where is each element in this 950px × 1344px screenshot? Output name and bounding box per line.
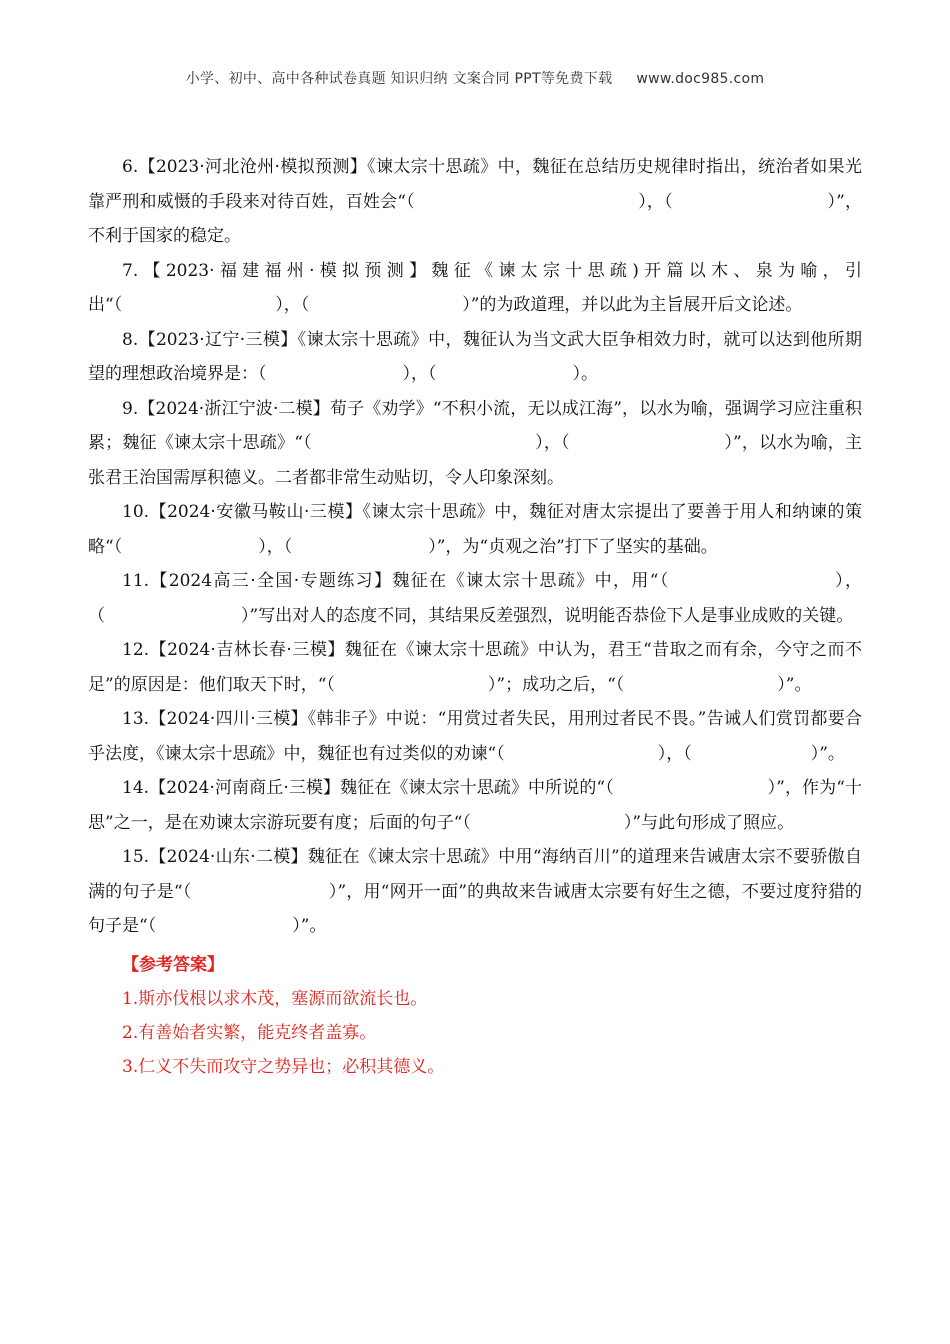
question-7: 7.【2023·福建福州·模拟预测】魏征《谏太宗十思疏)开篇以木、泉为喻，引出“（ ），（ ）”的为政道理，并以此为主旨展开后文论述。 [88, 260, 862, 315]
answer-item: 3.仁义不失而攻守之势异也；必积其德义。 [122, 1056, 445, 1077]
question-14: 14.【2024·河南商丘·三模】魏征在《谏太宗十思疏》中所说的“（ ）”，作为“十思”之一，是在劝谏太宗游玩要有度；后面的句子“（ ）”与此句形成了照应。 [88, 778, 862, 833]
question-15: 15.【2024·山东·二模】魏征在《谏太宗十思疏》中用“海纳百川”的道理来告诫唐太宗不要骄傲自满的句子是“（ ）”，用“网开一面”的典故来告诫唐太宗要有好生之德，不要过度狩猎的句子是“（ ）”。 [88, 847, 862, 936]
answers-title: 【参考答案】 [122, 954, 224, 975]
question-8: 8.【2023·辽宁·三模】《谏太宗十思疏》中，魏征认为当文武大臣争相效力时，就可以达到他所期望的理想政治境界是：（ ），（ ）。 [88, 329, 862, 384]
document-body [88, 150, 862, 1084]
question-11: 11.【2024高三·全国·专题练习】魏征在《谏太宗十思疏》中，用“（ ），（ ）”写出对人的态度不同，其结果反差强烈，说明能否恭俭下人是事业成败的关键。 [88, 571, 862, 626]
header-site-link[interactable]: www.doc985.com [636, 71, 765, 87]
page-header [0, 68, 950, 88]
answer-item: 2.有善始者实繁，能克终者盖寡。 [122, 1022, 377, 1043]
answer-item: 1.斯亦伐根以求木茂，塞源而欲流长也。 [122, 988, 428, 1009]
question-9: 9.【2024·浙江宁波·二模】荀子《劝学》“不积小流，无以成江海”，以水为喻，强调学习应注重积累；魏征《谏太宗十思疏》“（ ），（ ）”，以水为喻，主张君王治国需厚积德义。二者都非常生动贴切，令人印象深刻。 [88, 398, 862, 488]
question-12: 12.【2024·吉林长春·三模】魏征在《谏太宗十思疏》中认为，君王“昔取之而有余，今守之而不足”的原因是：他们取天下时，“（ ）”；成功之后，“（ ）”。 [88, 640, 862, 695]
question-10: 10.【2024·安徽马鞍山·三模】《谏太宗十思疏》中，魏征对唐太宗提出了要善于用人和纳谏的策略“（ ），（ ）”，为“贞观之治”打下了坚实的基础。 [88, 502, 862, 557]
question-13: 13.【2024·四川·三模】《韩非子》中说：“用赏过者失民，用刑过者民不畏。”告诫人们赏罚都要合乎法度，《谏太宗十思疏》中，魏征也有过类似的劝谏“（ ），（ ）”。 [88, 709, 862, 764]
header-text: 小学、初中、高中各种试卷真题 知识归纳 文案合同 PPT等免费下载 [185, 71, 613, 87]
question-6: 6.【2023·河北沧州·模拟预测】《谏太宗十思疏》中，魏征在总结历史规律时指出，统治者如果光靠严刑和威慑的手段来对待百姓，百姓会“（ ），（ ）”，不利于国家的稳定。 [88, 157, 862, 246]
